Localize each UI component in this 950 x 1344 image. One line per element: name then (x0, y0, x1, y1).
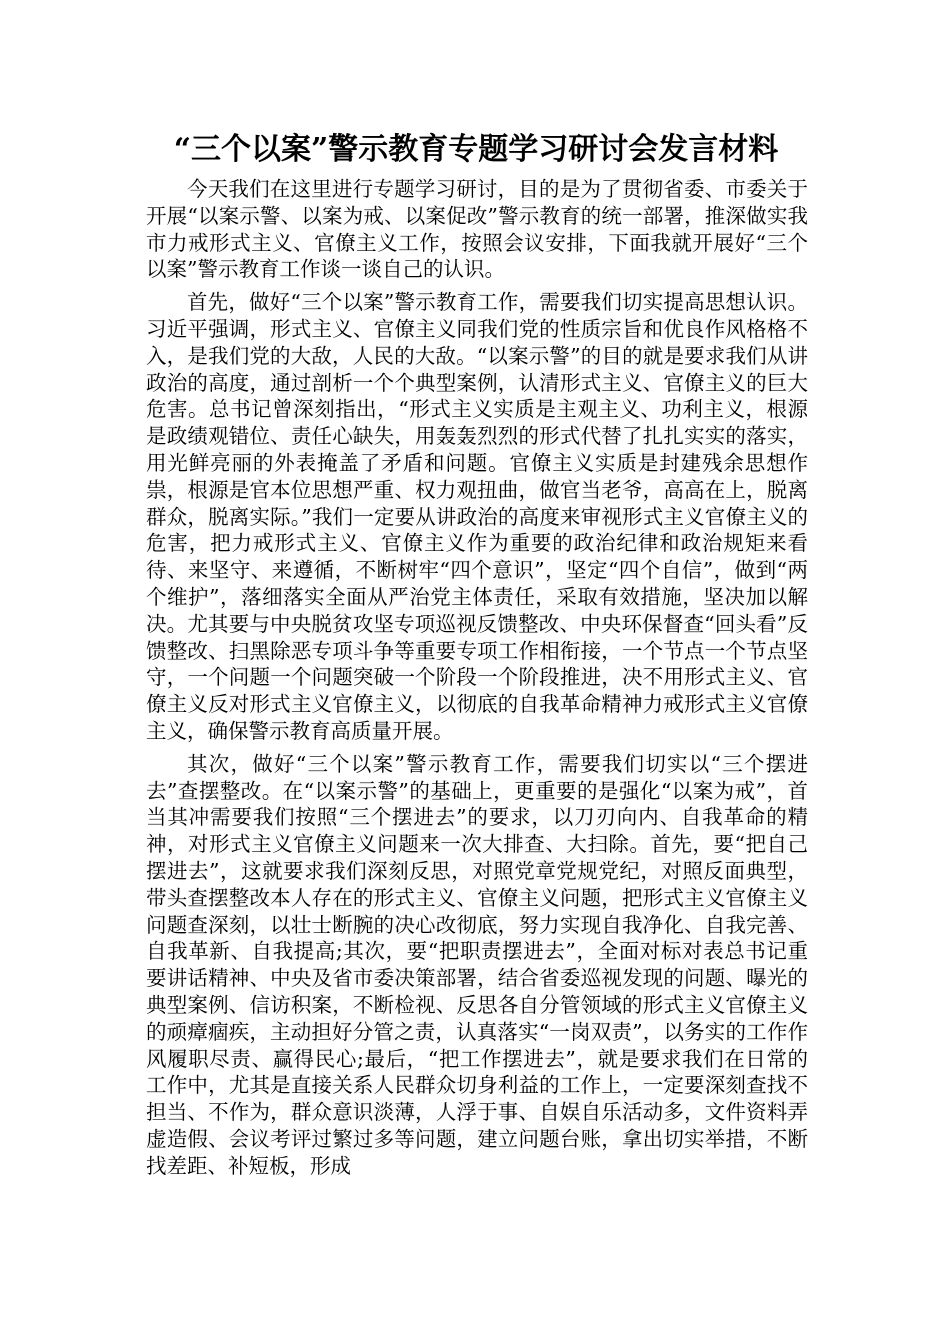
paragraph-second-point: 其次，做好“三个以案”警示教育工作，需要我们切实以“三个摆进去”查摆整改。在“以案示警”的基础上，更重要的是强化“以案为戒”，首当其冲需要我们按照“三个摆进去”的要求，以刀刃向内、自我革命的精神，对形式主义官僚主义问题来一次大排查、大扫除。首先，要“把自己摆进去”，这就要求我们深刻反思，对照党章党规党纪，对照反面典型，带头查摆整改本人存在的形式主义、官僚主义问题，把形式主义官僚主义问题查深刻，以壮士断腕的决心改彻底，努力实现自我净化、自我完善、自我革新、自我提高;其次，要“把职责摆进去”，全面对标对表总书记重要讲话精神、中央及省市委决策部署，结合省委巡视发现的问题、曝光的典型案例、信访积案，不断检视、反思各自分管领域的形式主义官僚主义的顽瘴痼疾，主动担好分管之责，认真落实“一岗双责”，以务实的工作作风履职尽责、赢得民心;最后，“把工作摆进去”，就是要求我们在日常的工作中，尤其是直接关系人民群众切身利益的工作上，一定要深刻查找不担当、不作为，群众意识淡薄，人浮于事、自娱自乐活动多，文件资料弄虚造假、会议考评过繁过多等问题，建立问题台账，拿出切实举措，不断找差距、补短板，形成 (146, 751, 808, 1178)
paragraph-intro: 今天我们在这里进行专题学习研讨，目的是为了贯彻省委、市委关于开展“以案示警、以案为戒、以案促改”警示教育的统一部署，推深做实我市力戒形式主义、官僚主义工作，按照会议安排，下面我就开展好“三个以案”警示教育工作谈一谈自己的认识。 (146, 177, 808, 282)
document-title: “三个以案”警示教育专题学习研讨会发言材料 (173, 132, 779, 167)
paragraph-first-point: 首先，做好“三个以案”警示教育工作，需要我们切实提高思想认识。习近平强调，形式主义、官僚主义同我们党的性质宗旨和优良作风格格不入，是我们党的大敌，人民的大敌。“以案示警”的目的就是要求我们从讲政治的高度，通过剖析一个个典型案例，认清形式主义、官僚主义的巨大危害。总书记曾深刻指出，“形式主义实质是主观主义、功利主义，根源是政绩观错位、责任心缺失，用轰轰烈烈的形式代替了扎扎实实的落实，用光鲜亮丽的外表掩盖了矛盾和问题。官僚主义实质是封建残余思想作祟，根源是官本位思想严重、权力观扭曲，做官当老爷，高高在上，脱离群众，脱离实际。”我们一定要从讲政治的高度来审视形式主义官僚主义的危害，把力戒形式主义、官僚主义作为重要的政治纪律和政治规矩来看待、来坚守、来遵循，不断树牢“四个意识”，坚定“四个自信”，做到“两个维护”，落细落实全面从严治党主体责任，采取有效措施，坚决加以解决。尤其要与中央脱贫攻坚专项巡视反馈整改、中央环保督查“回头看”反馈整改、扫黑除恶专项斗争等重要专项工作相衔接，一个节点一个节点坚守，一个问题一个问题突破一个阶段一个阶段推进，决不用形式主义、官僚主义反对形式主义官僚主义，以彻底的自我革命精神力戒形式主义官僚主义，确保警示教育高质量开展。 (146, 290, 808, 743)
document-body (146, 176, 808, 1185)
